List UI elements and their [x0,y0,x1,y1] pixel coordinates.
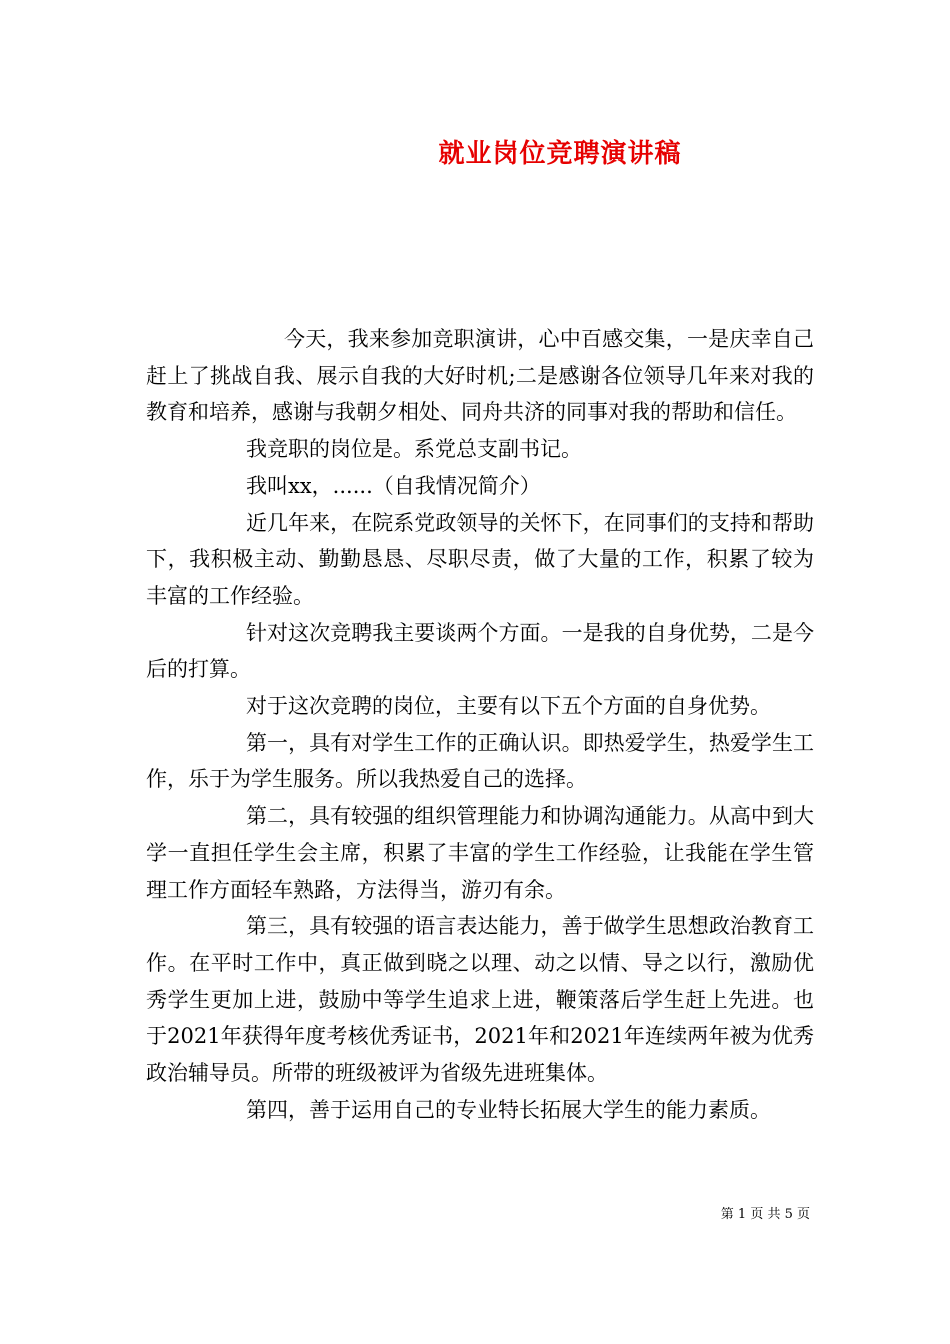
paragraph: 第四，善于运用自己的专业特长拓展大学生的能力素质。 [246,1097,771,1122]
paragraph: 对于这次竞聘的岗位，主要有以下五个方面的自身优势。 [246,694,771,719]
document-title: 就业岗位竞聘演讲稿 [438,139,682,169]
paragraph: 第二，具有较强的组织管理能力和协调沟通能力。从高中到大学一直担任学生会主席，积累了丰富的学生工作经验，让我能在学生管理工作方面轻车熟路，方法得当，游刃有余。 [146,804,814,902]
paragraph: 我叫xx，......（自我情况简介） [246,473,541,498]
paragraph: 第三，具有较强的语言表达能力，善于做学生思想政治教育工作。在平时工作中，真正做到晓之以理、动之以情、导之以行，激励优秀学生更加上进，鼓励中等学生追求上进，鞭策落后学生赶上先进。也于2021年获得年度考核优秀证书，2021年和2021年连续两年被为优秀政治辅导员。所带的班级被评为省级先进班集体。 [146,914,814,1086]
paragraph: 第一，具有对学生工作的正确认识。即热爱学生，热爱学生工作，乐于为学生服务。所以我热爱自己的选择。 [146,730,814,792]
paragraph: 近几年来，在院系党政领导的关怀下，在同事们的支持和帮助下，我积极主动、勤勤恳恳、尽职尽责，做了大量的工作，积累了较为丰富的工作经验。 [146,510,814,608]
paragraph: 今天，我来参加竞职演讲，心中百感交集，一是庆幸自己赶上了挑战自我、展示自我的大好时机;二是感谢各位领导几年来对我的教育和培养，感谢与我朝夕相处、同舟共济的同事对我的帮助和信任。 [146,327,814,425]
paragraph: 针对这次竞聘我主要谈两个方面。一是我的自身优势，二是今后的打算。 [146,620,814,682]
document-body [146,321,814,1128]
paragraph: 我竞职的岗位是。系党总支副书记。 [246,437,582,462]
page-number: 第 1 页 共 5 页 [720,1207,810,1222]
